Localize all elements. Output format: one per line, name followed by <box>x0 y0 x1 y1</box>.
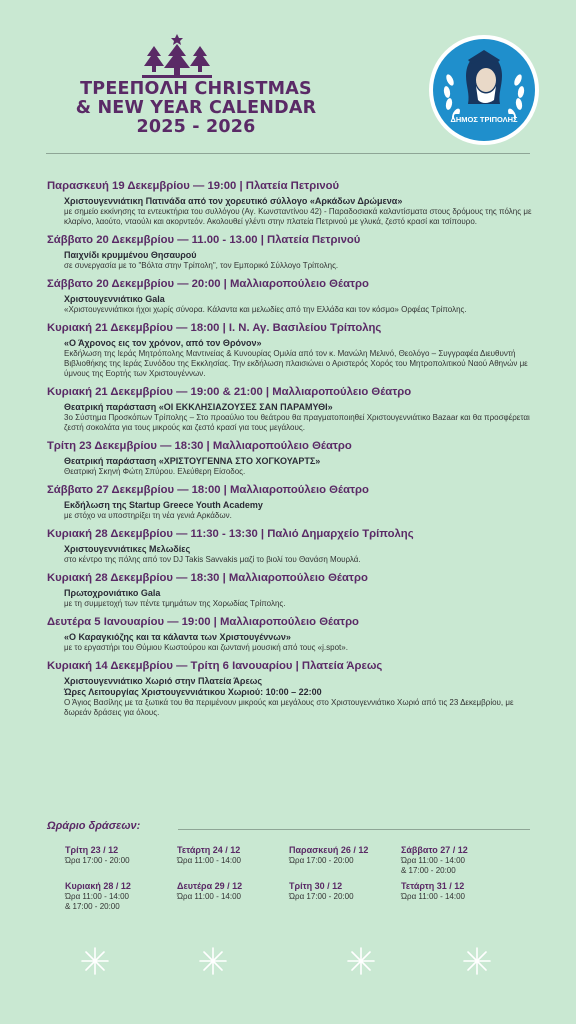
snowflake-icon <box>462 946 492 976</box>
schedule-hours: Ώρα 11:00 - 14:00 <box>177 892 241 901</box>
schedule-divider <box>178 829 530 830</box>
event-description: με το εργαστήρι του Θύμιου Κωστούρου και ζωντανή μουσική από τους «j.spot». <box>64 643 348 652</box>
schedule-hours: Ώρα 11:00 - 14:00 <box>401 892 465 901</box>
schedule-hours: Ώρα 17:00 - 20:00 <box>289 856 354 865</box>
snowflake-icon <box>198 946 228 976</box>
schedule-cell <box>177 845 288 875</box>
calendar-title <box>46 80 346 137</box>
event-item <box>47 660 537 718</box>
event-item <box>47 616 537 653</box>
page-header <box>0 0 576 150</box>
schedule-day: Τετάρτη 24 / 12 <box>177 845 241 855</box>
event-item <box>47 484 537 521</box>
event-description: Θεατρική Σκηνή Φώτη Σπύρου. Ελεύθερη Είσοδος. <box>64 467 246 476</box>
event-heading: Τρίτη 23 Δεκεμβρίου — 18:30 | Μαλλιαροπούλειο Θέατρο <box>47 440 352 452</box>
schedule-day: Δευτέρα 29 / 12 <box>177 881 243 891</box>
schedule-day: Κυριακή 28 / 12 <box>65 881 131 891</box>
event-heading: Κυριακή 28 Δεκεμβρίου — 18:30 | Μαλλιαροπούλειο Θέατρο <box>47 572 368 584</box>
schedule-title: Ωράριο δράσεων: <box>47 820 141 832</box>
event-title: Παιχνίδι κρυμμένου Θησαυρού <box>64 250 197 260</box>
event-heading: Σάββατο 20 Δεκεμβρίου — 11.00 - 13.00 | Πλατεία Πετρινού <box>47 234 361 246</box>
event-item <box>47 322 537 379</box>
event-heading: Κυριακή 21 Δεκεμβρίου — 18:00 | Ι. Ν. Αγ. Βασιλείου Τρίπολης <box>47 322 382 334</box>
title-line-2: & NEW YEAR CALENDAR <box>75 98 317 118</box>
schedule-hours: Ώρα 17:00 - 20:00 <box>65 856 130 865</box>
event-description: με σημείο εκκίνησης τα εντευκτήρια του συλλόγου (Αγ. Κωνσταντίνου 42) - Παραδοσιακά καλαντίσματα στους δρόμους της πόλης με κλαρίνο, λαούτο, νταούλι και ακορντεόν. Ακολουθεί γλέντι στην πλατεία Πετρινού με γλυκά, ζεστό κρασί και τσίπουρο. <box>64 207 532 226</box>
event-title: Χριστουγεννιάτικες Μελωδίες <box>64 544 191 554</box>
event-hours: Ώρες Λειτουργίας Χριστουγεννιάτικου Χωριού: 10:00 – 22:00 <box>64 687 322 697</box>
seal-text: ΔΗΜΟΣ ΤΡΙΠΟΛΗΣ <box>450 115 518 124</box>
header-divider <box>46 153 530 154</box>
event-heading: Σάββατο 27 Δεκεμβρίου — 18:00 | Μαλλιαροπούλειο Θέατρο <box>47 484 369 496</box>
snowflake-icon <box>80 946 110 976</box>
christmas-trees-icon <box>142 34 212 80</box>
schedule-row <box>65 881 535 911</box>
event-heading: Κυριακή 28 Δεκεμβρίου — 11:30 - 13:30 | Παλιό Δημαρχείο Τρίπολης <box>47 528 414 540</box>
event-title: Πρωτοχρονιάτικο Gala <box>64 588 161 598</box>
event-heading: Σάββατο 20 Δεκεμβρίου — 20:00 | Μαλλιαροπούλειο Θέατρο <box>47 278 369 290</box>
schedule-row <box>65 845 535 875</box>
schedule-hours: Ώρα 11:00 - 14:00 <box>177 856 241 865</box>
event-description: 3ο Σύστημα Προσκόπων Τρίπολης – Στο προαύλιο του θεάτρου θα πραγματοποιηθεί Χριστουγεννιάτικο Bazaar και θα προσφέρεται ζεστή σοκολάτα για τους μικρούς και ζεστό κρασί για τους μεγάλους. <box>64 413 530 432</box>
events-list <box>47 180 537 725</box>
event-item <box>47 440 537 477</box>
event-title: Θεατρική παράσταση «ΟΙ ΕΚΚΛΗΣΙΑΖΟΥΣΕΣ ΣΑΝ ΠΑΡΑΜΥΘΙ» <box>64 402 333 412</box>
event-item <box>47 572 537 609</box>
schedule-hours: & 17:00 - 20:00 <box>401 865 456 875</box>
event-heading: Κυριακή 21 Δεκεμβρίου — 19:00 & 21:00 | Μαλλιαροπούλειο Θέατρο <box>47 386 412 398</box>
schedule-hours: & 17:00 - 20:00 <box>65 901 120 911</box>
event-description: Εκδήλωση της Ιεράς Μητρόπολης Μαντινείας & Κυνουρίας Ομιλία από τον κ. Μανώλη Μελινό, Θεολόγο – Συγγραφέα Διευθυντή Βιβλιοθήκης της Ιεράς Συνόδου της Εκκλησίας. Την εκδήλωση πλαισιώνει ο Αριστερός Χορός του Μητροπολιτικού Ναού Αθηνών με ύμνους της Εορτής των Χριστουγέννων. <box>64 349 528 378</box>
title-line-1: ΤΡΕΕΠΟΛΗ CHRISTMAS <box>80 79 312 99</box>
event-title: «Ο Άχρονος εις τον χρόνον, από τον Θρόνον» <box>64 338 262 348</box>
event-description: στο κέντρο της πόλης από τον DJ Takis Savvakis μαζί το βιολί του Θανάση Μουρλά. <box>64 555 361 564</box>
event-item <box>47 234 537 271</box>
schedule-hours: Ώρα 17:00 - 20:00 <box>289 892 354 901</box>
event-heading: Παρασκευή 19 Δεκεμβρίου — 19:00 | Πλατεία Πετρινού <box>47 180 340 192</box>
event-title: Θεατρική παράσταση «ΧΡΙΣΤΟΥΓΕΝΝΑ ΣΤΟ ΧΟΓΚΟΥΑΡΤΣ» <box>64 456 321 466</box>
event-title: Χριστουγεννιάτικο Gala <box>64 294 165 304</box>
event-title: Χριστουγεννιάτικη Πατινάδα από τον χορευτικό σύλλογο «Αρκάδων Δρώμενα» <box>64 196 403 206</box>
schedule-day: Τετάρτη 31 / 12 <box>401 881 465 891</box>
municipality-seal-logo <box>428 34 540 146</box>
title-line-3: 2025 - 2026 <box>136 117 256 137</box>
schedule-day: Τρίτη 23 / 12 <box>65 845 119 855</box>
event-heading: Δευτέρα 5 Ιανουαρίου — 19:00 | Μαλλιαροπούλειο Θέατρο <box>47 616 359 628</box>
event-title: Εκδήλωση της Startup Greece Youth Academy <box>64 500 263 510</box>
event-description: σε συνεργασία με το "Βόλτα στην Τρίπολη", τον Εμπορικό Σύλλογο Τρίπολης. <box>64 261 339 270</box>
event-description: Ο Άγιος Βασίλης με τα ξωτικά του θα περιμένουν μικρούς και μεγάλους στο Χριστουγεννιάτικο Χωριό από τις 23 Δεκεμβρίου, με δωρεάν δράσεις για όλους. <box>64 698 514 717</box>
event-title: Χριστουγεννιάτικο Χωριό στην Πλατεία Άρεως <box>64 676 263 686</box>
schedule-grid <box>65 845 535 917</box>
event-description: με στόχο να υποστηρίξει τη νέα γενιά Αρκάδων. <box>64 511 232 520</box>
event-item <box>47 278 537 315</box>
event-heading: Κυριακή 14 Δεκεμβρίου — Τρίτη 6 Ιανουαρίου | Πλατεία Άρεως <box>47 660 383 672</box>
schedule-cell <box>289 881 400 911</box>
event-description: με τη συμμετοχή των πέντε τμημάτων της Χορωδίας Τρίπολης. <box>64 599 286 608</box>
schedule-cell <box>65 881 176 911</box>
event-title: «Ο Καραγκιόζης και τα κάλαντα των Χριστουγέννων» <box>64 632 291 642</box>
schedule-day: Παρασκευή 26 / 12 <box>289 845 369 855</box>
schedule-day: Σάββατο 27 / 12 <box>401 845 468 855</box>
schedule-hours: Ώρα 11:00 - 14:00 <box>65 892 129 901</box>
schedule-day: Τρίτη 30 / 12 <box>289 881 343 891</box>
event-description: «Χριστουγεννιάτικοι ήχοι χωρίς σύνορα. Κάλαντα και μελωδίες από την Ελλάδα και τον κόσμο» Ορφέας Τρίπολης. <box>64 305 467 314</box>
event-item <box>47 528 537 565</box>
event-item <box>47 386 537 433</box>
schedule-cell <box>65 845 176 875</box>
schedule-hours: Ώρα 11:00 - 14:00 <box>401 856 465 865</box>
schedule-cell <box>401 881 512 911</box>
schedule-cell <box>401 845 512 875</box>
snowflake-icon <box>346 946 376 976</box>
schedule-cell <box>289 845 400 875</box>
schedule-cell <box>177 881 288 911</box>
event-item <box>47 180 537 227</box>
